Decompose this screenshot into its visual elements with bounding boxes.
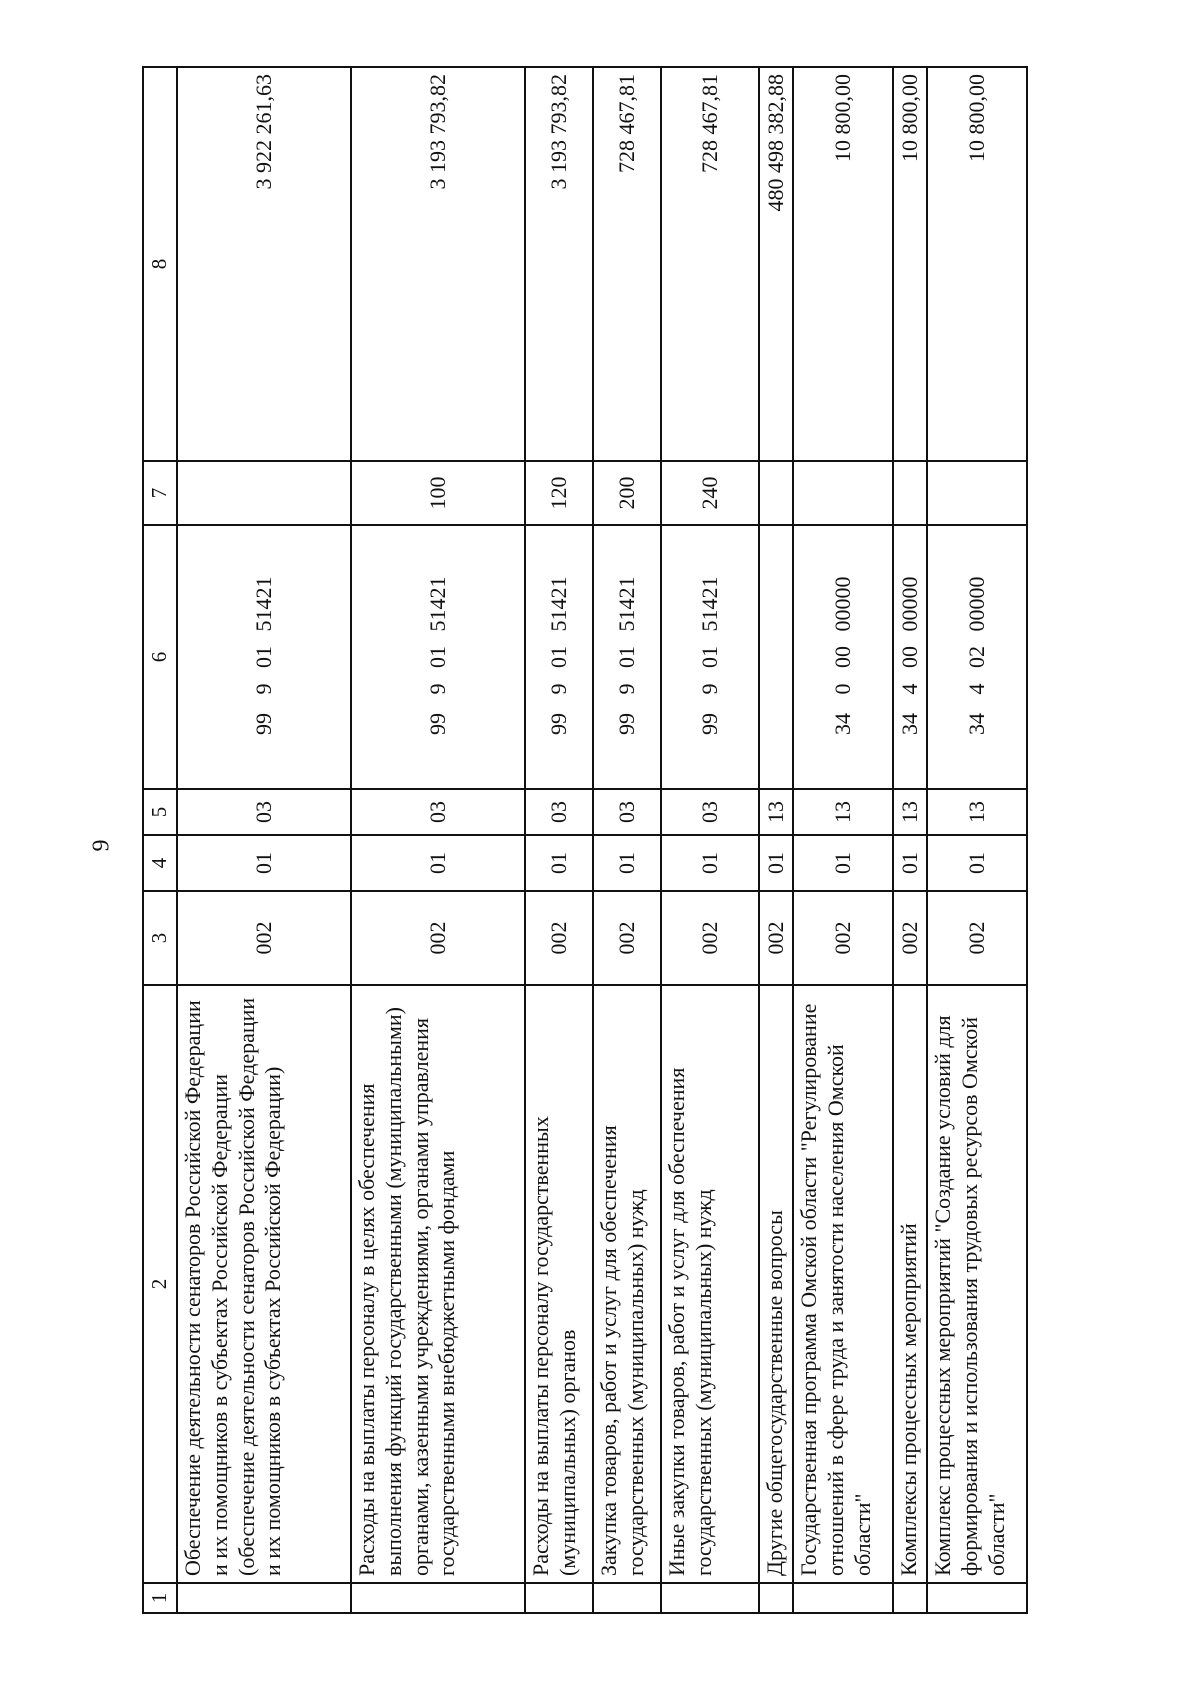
row-number-cell [593, 1583, 661, 1613]
amount-cell: 10 800,00 [793, 67, 893, 461]
code-cell: 002 [893, 891, 927, 985]
subsection-cell: 03 [593, 789, 661, 835]
target-article-cell [793, 525, 893, 789]
row-number-cell [893, 1583, 927, 1613]
header-cell-7: 7 [143, 461, 177, 525]
expense-type-cell: 240 [661, 461, 759, 525]
table-row [593, 67, 661, 1613]
header-row [143, 67, 177, 1613]
expense-type-cell: 200 [593, 461, 661, 525]
item-name-cell: Комплексы процессных мероприятий [893, 985, 927, 1583]
expense-type-cell [177, 461, 351, 525]
expense-type-cell [927, 461, 1027, 525]
row-number-cell [793, 1583, 893, 1613]
subsection-cell: 03 [177, 789, 351, 835]
section-cell: 01 [593, 835, 661, 891]
row-number-cell [351, 1583, 525, 1613]
article-part: 51421 [545, 576, 571, 632]
subsection-cell: 03 [661, 789, 759, 835]
row-number-cell [927, 1583, 1027, 1613]
code-cell: 002 [661, 891, 759, 985]
section-cell: 01 [177, 835, 351, 891]
section-cell: 01 [759, 835, 793, 891]
subsection-cell: 13 [793, 789, 893, 835]
article-part: 99 [545, 713, 571, 735]
table-row [927, 67, 1027, 1613]
article-part: 4 [896, 683, 922, 695]
target-article-cell [661, 525, 759, 789]
subsection-cell: 03 [525, 789, 593, 835]
code-cell: 002 [593, 891, 661, 985]
article-part: 01 [250, 646, 276, 668]
table-row [177, 67, 351, 1613]
article-part: 00 [829, 646, 855, 668]
section-cell: 01 [793, 835, 893, 891]
article-part: 00000 [829, 576, 855, 632]
subsection-cell: 13 [759, 789, 793, 835]
subsection-cell: 13 [893, 789, 927, 835]
header-cell-4: 4 [143, 835, 177, 891]
item-name-cell: Комплекс процессных мероприятий "Создание условий для формирования и использования трудовых ресурсов Омской области" [927, 985, 1027, 1583]
header-cell-8: 8 [143, 67, 177, 461]
article-part: 9 [424, 683, 450, 695]
amount-cell: 3 193 793,82 [525, 67, 593, 461]
article-part: 99 [424, 713, 450, 735]
article-part: 01 [696, 646, 722, 668]
row-number-cell [177, 1583, 351, 1613]
article-part: 51421 [696, 576, 722, 632]
amount-cell: 728 467,81 [593, 67, 661, 461]
row-number-cell [525, 1583, 593, 1613]
target-article-cell [351, 525, 525, 789]
page-number: 9 [88, 839, 115, 852]
target-article-cell [759, 525, 793, 789]
article-part: 02 [963, 646, 989, 668]
expense-type-cell [893, 461, 927, 525]
section-cell: 01 [927, 835, 1027, 891]
expense-type-cell: 100 [351, 461, 525, 525]
header-cell-1: 1 [143, 1583, 177, 1613]
target-article-cell [893, 525, 927, 789]
section-cell: 01 [525, 835, 593, 891]
table-row [759, 67, 793, 1613]
target-article-cell [177, 525, 351, 789]
article-part: 9 [250, 683, 276, 695]
item-name-cell: Государственная программа Омской области "Регулирование отношений в сфере труда и занятости населения Омской области" [793, 985, 893, 1583]
article-part: 01 [545, 646, 571, 668]
target-article-cell [525, 525, 593, 789]
code-cell: 002 [525, 891, 593, 985]
article-part: 01 [613, 646, 639, 668]
article-part: 00000 [963, 576, 989, 632]
article-part: 34 [829, 713, 855, 735]
section-cell: 01 [661, 835, 759, 891]
header-cell-3: 3 [143, 891, 177, 985]
table-row [893, 67, 927, 1613]
article-part: 34 [896, 713, 922, 735]
code-cell: 002 [759, 891, 793, 985]
code-cell: 002 [351, 891, 525, 985]
section-cell: 01 [893, 835, 927, 891]
amount-cell: 10 800,00 [893, 67, 927, 461]
amount-cell: 10 800,00 [927, 67, 1027, 461]
article-part: 99 [613, 713, 639, 735]
section-cell: 01 [351, 835, 525, 891]
budget-table-rotated [142, 68, 1009, 1614]
expense-type-cell [759, 461, 793, 525]
amount-cell: 3 193 793,82 [351, 67, 525, 461]
subsection-cell: 13 [927, 789, 1027, 835]
amount-cell: 480 498 382,88 [759, 67, 793, 461]
code-cell: 002 [177, 891, 351, 985]
expense-type-cell [793, 461, 893, 525]
amount-cell: 728 467,81 [661, 67, 759, 461]
article-part: 4 [963, 683, 989, 695]
header-cell-6: 6 [143, 525, 177, 789]
article-part: 99 [696, 713, 722, 735]
item-name-cell: Иные закупки товаров, работ и услуг для обеспечения государственных (муниципальных) нужд [661, 985, 759, 1583]
article-part: 00000 [896, 576, 922, 632]
article-part: 0 [829, 683, 855, 695]
article-part: 51421 [250, 576, 276, 632]
expense-type-cell: 120 [525, 461, 593, 525]
code-cell: 002 [793, 891, 893, 985]
table-row [793, 67, 893, 1613]
target-article-cell [593, 525, 661, 789]
article-part: 9 [545, 683, 571, 695]
table-row [351, 67, 525, 1613]
article-part: 9 [696, 683, 722, 695]
item-name-cell: Обеспечение деятельности сенаторов Российской Федерации и их помощников в субъектах Российской Федерации (обеспечение деятельности сенаторов Российской Федерации и их помощников в субъектах Российской Федерации) [177, 985, 351, 1583]
article-part: 00 [896, 646, 922, 668]
article-part: 9 [613, 683, 639, 695]
article-part: 34 [963, 713, 989, 735]
row-number-cell [759, 1583, 793, 1613]
table-row [661, 67, 759, 1613]
item-name-cell: Закупка товаров, работ и услуг для обеспечения государственных (муниципальных) нужд [593, 985, 661, 1583]
row-number-cell [661, 1583, 759, 1613]
subsection-cell: 03 [351, 789, 525, 835]
code-cell: 002 [927, 891, 1027, 985]
item-name-cell: Расходы на выплаты персоналу государственных (муниципальных) органов [525, 985, 593, 1583]
item-name-cell: Расходы на выплаты персоналу в целях обеспечения выполнения функций государственными (муниципальными) органами, казенными учреждениями, органами управления государственными внебюджетными фондами [351, 985, 525, 1583]
article-part: 51421 [613, 576, 639, 632]
budget-table [142, 66, 1028, 1614]
article-part: 51421 [424, 576, 450, 632]
header-cell-5: 5 [143, 789, 177, 835]
article-part: 99 [250, 713, 276, 735]
header-cell-2: 2 [143, 985, 177, 1583]
item-name-cell: Другие общегосударственные вопросы [759, 985, 793, 1583]
amount-cell: 3 922 261,63 [177, 67, 351, 461]
article-part: 01 [424, 646, 450, 668]
target-article-cell [927, 525, 1027, 789]
table-row [525, 67, 593, 1613]
